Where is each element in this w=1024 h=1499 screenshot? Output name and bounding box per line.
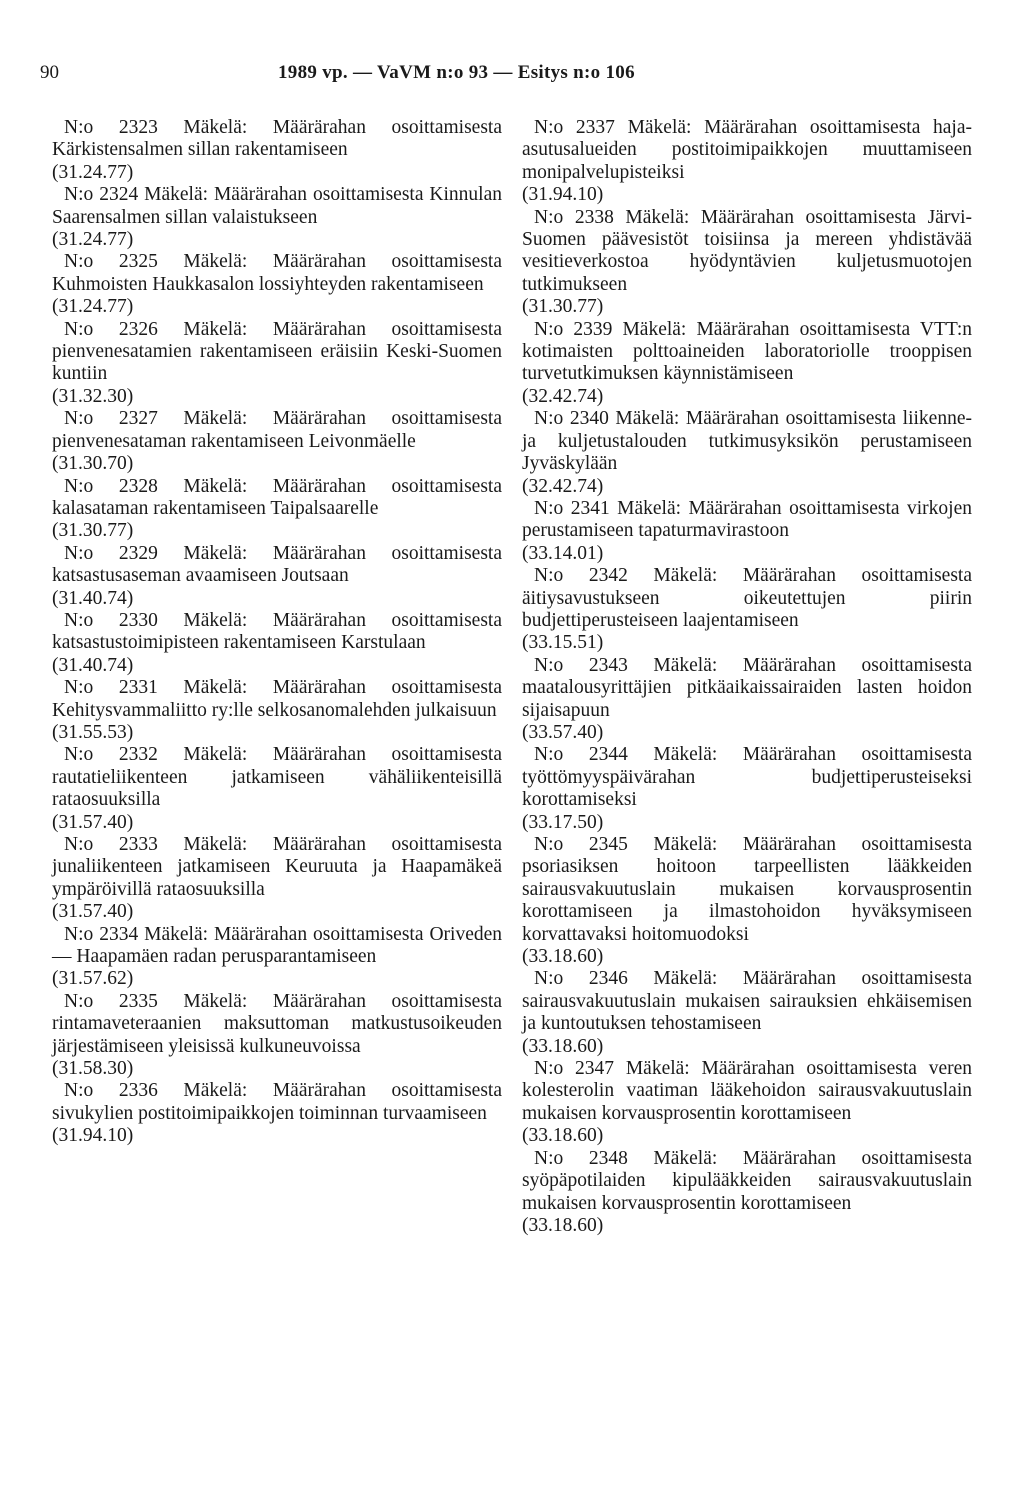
budget-reference: (31.57.40) — [52, 901, 134, 923]
motion-entry — [52, 1080, 502, 1147]
budget-reference: (31.58.30) — [52, 1058, 134, 1080]
motion-text: N:o 2343 Mäkelä: Määrärahan osoittamisesta maatalousyrittäjien pitkäaikaissairaiden lasten hoidon sijaisapuun — [522, 654, 972, 721]
motion-entry — [522, 1148, 972, 1238]
motion-entry — [522, 117, 972, 207]
motion-text: N:o 2335 Mäkelä: Määrärahan osoittamisesta rintamaveteraanien maksuttoman matkustusoikeuden järjestämiseen yleisissä kulkuneuvoissa — [52, 990, 502, 1057]
motion-text: N:o 2341 Mäkelä: Määrärahan osoittamisesta virkojen perustamiseen tapaturmavirastoon — [522, 497, 972, 542]
motion-entry — [52, 117, 502, 184]
budget-reference: (31.24.77) — [52, 296, 134, 318]
motion-text: N:o 2344 Mäkelä: Määrärahan osoittamisesta työttömyyspäivärahan budjettiperusteiseksi korottamiseksi — [522, 744, 972, 811]
motion-entry — [522, 498, 972, 565]
motion-entry — [52, 251, 502, 318]
budget-reference: (33.18.60) — [522, 1125, 604, 1147]
motion-entry — [52, 184, 502, 251]
budget-reference: (31.24.77) — [52, 161, 134, 183]
budget-reference: (31.40.74) — [52, 587, 134, 609]
budget-reference: (31.94.10) — [52, 1125, 134, 1147]
motion-text: N:o 2338 Mäkelä: Määrärahan osoittamisesta Järvi-Suomen päävesistöt toisiinsa ja mereen yhdistävää vesitieverkostoa hyödyntävien kuljetusmuotojen tutkimukseen — [522, 206, 972, 295]
budget-reference: (31.24.77) — [52, 229, 134, 251]
budget-reference: (31.57.62) — [52, 968, 134, 990]
motion-entry — [522, 565, 972, 655]
motion-text: N:o 2339 Mäkelä: Määrärahan osoittamisesta VTT:n kotimaisten polttoaineiden laboratoriolle trooppisen turvetutkimuksen käynnistämiseen — [522, 318, 972, 385]
motion-text: N:o 2332 Mäkelä: Määrärahan osoittamisesta rautatieliikenteen jatkamiseen vähäliikenteisillä rataosuuksilla — [52, 744, 502, 811]
page-header — [40, 58, 1000, 88]
motion-entry — [522, 655, 972, 745]
motion-text: N:o 2330 Mäkelä: Määrärahan osoittamisesta katsastustoimipisteen rakentamiseen Karstulaan — [52, 609, 502, 654]
motion-text: N:o 2323 Mäkelä: Määrärahan osoittamisesta Kärkistensalmen sillan rakentamiseen — [52, 117, 502, 161]
motion-entry — [522, 1058, 972, 1148]
budget-reference: (31.94.10) — [522, 184, 604, 206]
motion-text: N:o 2348 Mäkelä: Määrärahan osoittamisesta syöpäpotilaiden kipulääkkeiden sairausvakuutuslain mukaisen korvausprosentin korottamiseen — [522, 1147, 972, 1214]
budget-reference: (31.30.70) — [52, 453, 134, 475]
motion-entry — [522, 968, 972, 1058]
budget-reference: (33.18.60) — [522, 1035, 604, 1057]
motion-entry — [522, 319, 972, 409]
left-column — [52, 117, 502, 1148]
motion-text: N:o 2327 Mäkelä: Määrärahan osoittamisesta pienvenesataman rakentamiseen Leivonmäelle — [52, 408, 502, 452]
motion-entry — [52, 834, 502, 924]
motion-entry — [52, 319, 502, 409]
budget-reference: (31.30.77) — [522, 296, 604, 318]
motion-text: N:o 2347 Mäkelä: Määrärahan osoittamisesta veren kolesterolin vaatiman lääkehoidon sairausvakuutuslain mukaisen korvausprosentin korottamiseen — [522, 1058, 972, 1124]
motion-text: N:o 2324 Mäkelä: Määrärahan osoittamisesta Kinnulan Saarensalmen sillan valaistukseen — [52, 184, 502, 228]
motion-entry — [52, 744, 502, 834]
motion-text: N:o 2326 Mäkelä: Määrärahan osoittamisesta pienvenesatamien rakentamiseen eräisiin Keski-Suomen kuntiin — [52, 318, 502, 385]
budget-reference: (31.40.74) — [52, 654, 134, 676]
motion-text: N:o 2333 Mäkelä: Määrärahan osoittamisesta junaliikenteen jatkamiseen Keuruuta ja Haapamäkeä ympäröivillä rataosuuksilla — [52, 834, 502, 900]
motion-entry — [52, 408, 502, 475]
running-title: 1989 vp. — VaVM n:o 93 — Esitys n:o 106 — [278, 62, 635, 83]
motion-entry — [52, 991, 502, 1081]
budget-reference: (31.57.40) — [52, 811, 134, 833]
motion-text: N:o 2328 Mäkelä: Määrärahan osoittamisesta kalasataman rakentamiseen Taipalsaarelle — [52, 475, 502, 519]
budget-reference: (33.57.40) — [522, 721, 604, 743]
motion-text: N:o 2340 Mäkelä: Määrärahan osoittamisesta liikenne- ja kuljetustalouden tutkimusyksikön perustamiseen Jyväskylään — [522, 408, 972, 475]
budget-reference: (31.32.30) — [52, 385, 134, 407]
motion-entry — [522, 207, 972, 319]
motion-text: N:o 2329 Mäkelä: Määrärahan osoittamisesta katsastusaseman avaamiseen Joutsaan — [52, 542, 502, 587]
motion-text: N:o 2334 Mäkelä: Määrärahan osoittamisesta Oriveden — Haapamäen radan perusparantamiseen — [52, 923, 502, 968]
budget-reference: (33.17.50) — [522, 811, 604, 833]
budget-reference: (33.18.60) — [522, 1214, 604, 1236]
motion-text: N:o 2337 Mäkelä: Määrärahan osoittamisesta haja-asutusalueiden postitoimipaikkojen muuttamiseen monipalvelupisteiksi — [522, 117, 972, 183]
motion-text: N:o 2336 Mäkelä: Määrärahan osoittamisesta sivukylien postitoimipaikkojen toiminnan turvaamiseen — [52, 1080, 502, 1124]
motion-entry — [52, 543, 502, 610]
motion-entry — [52, 924, 502, 991]
budget-reference: (33.14.01) — [522, 542, 604, 564]
motion-text: N:o 2342 Mäkelä: Määrärahan osoittamisesta äitiysavustukseen oikeutettujen piirin budjettiperusteiseen laajentamiseen — [522, 565, 972, 631]
budget-reference: (32.42.74) — [522, 475, 604, 497]
right-column — [522, 117, 972, 1237]
motion-text: N:o 2331 Mäkelä: Määrärahan osoittamisesta Kehitysvammaliitto ry:lle selkosanomalehden julkaisuun — [52, 677, 502, 721]
budget-reference: (33.18.60) — [522, 946, 604, 968]
motion-entry — [52, 610, 502, 677]
motion-text: N:o 2345 Mäkelä: Määrärahan osoittamisesta psoriasiksen hoitoon tarpeellisten lääkkeiden sairausvakuutuslain mukaisen korvausprosentin korottamiseen ja ilmastohoidon hyväksymiseen korvattavaksi hoitomuodoksi — [522, 834, 972, 945]
budget-reference: (31.55.53) — [52, 721, 134, 743]
motion-text: N:o 2346 Mäkelä: Määrärahan osoittamisesta sairausvakuutuslain mukaisen sairauksien ehkäisemisen ja kuntoutuksen tehostamiseen — [522, 968, 972, 1035]
budget-reference: (31.30.77) — [52, 520, 134, 542]
budget-reference: (33.15.51) — [522, 632, 604, 654]
page-number: 90 — [40, 62, 59, 83]
motion-entry — [522, 834, 972, 968]
motion-entry — [52, 476, 502, 543]
budget-reference: (32.42.74) — [522, 385, 604, 407]
motion-text: N:o 2325 Mäkelä: Määrärahan osoittamisesta Kuhmoisten Haukkasalon lossiyhteyden rakentamiseen — [52, 251, 502, 295]
motion-entry — [522, 744, 972, 834]
motion-entry — [52, 677, 502, 744]
motion-entry — [522, 408, 972, 498]
